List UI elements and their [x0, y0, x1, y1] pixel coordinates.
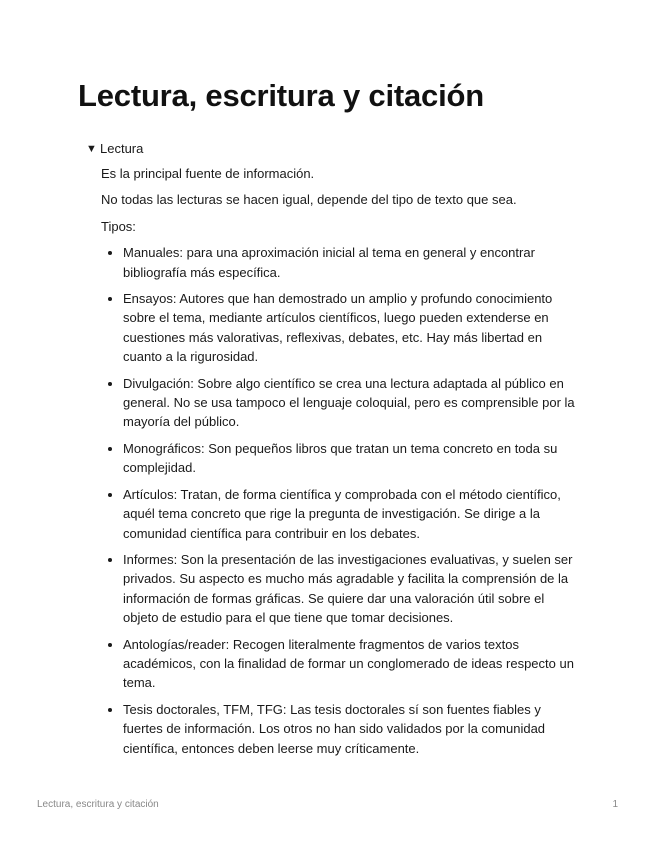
paragraph: Es la principal fuente de información.	[101, 166, 315, 181]
page-number: 1	[612, 799, 618, 810]
page-title: Lectura, escritura y citación	[78, 78, 484, 113]
toggle-block-lectura	[86, 140, 576, 765]
footer-title: Lectura, escritura y citación	[37, 799, 159, 810]
list-item: • Artículos: Tratan, de forma científica y comprobada con el método científico, aquél tema concreto que rige la pregunta de investigación. Se dirige a la comunidad científica para contribuir en los debates.	[123, 485, 576, 543]
list-item: • Manuales: para una aproximación inicial al tema en general y encontrar bibliografía más específica.	[123, 243, 576, 282]
paragraph: Tipos:	[101, 218, 136, 234]
list-item: • Informes: Son la presentación de las investigaciones evaluativas, y suelen ser privados. Su aspecto es mucho más agradable y facilita la comprensión de la información de formas gráficas. Se quiere dar una valoración útil sobre el objeto de estudio para el que tiene que tomar decisiones.	[123, 550, 576, 628]
toggle-header[interactable]	[86, 140, 576, 158]
paragraph: No todas las lecturas se hacen igual, depende del tipo de texto que sea.	[101, 192, 517, 208]
list-item: • Monográficos: Son pequeños libros que tratan un tema concreto en toda su complejidad.	[123, 439, 576, 478]
types-list	[101, 243, 576, 758]
triangle-down-icon[interactable]: ▼	[86, 143, 97, 155]
list-item: • Antologías/reader: Recogen literalmente fragmentos de varios textos académicos, con la finalidad de formar un conglomerado de ideas respecto un tema.	[123, 635, 576, 693]
toggle-label: Lectura	[100, 141, 144, 156]
list-item: • Tesis doctorales, TFM, TFG: Las tesis doctorales sí son fuentes fiables y fuertes de información. Los otros no han sido validados por la comunidad científica, entonces deben leerse muy críticamente.	[123, 700, 576, 758]
toggle-content	[86, 164, 576, 758]
page-footer	[37, 799, 618, 810]
list-item: • Divulgación: Sobre algo científico se crea una lectura adaptada al público en general. No se usa tampoco el lenguaje coloquial, pero es comprensible por la mayoría del público.	[123, 374, 576, 432]
list-item: • Ensayos: Autores que han demostrado un amplio y profundo conocimiento sobre el tema, mediante artículos científicos, luego pueden extenderse en cuestiones más valorativas, reflexivas, debates, etc. Hay más libertad en cuanto a la rigurosidad.	[123, 289, 576, 367]
